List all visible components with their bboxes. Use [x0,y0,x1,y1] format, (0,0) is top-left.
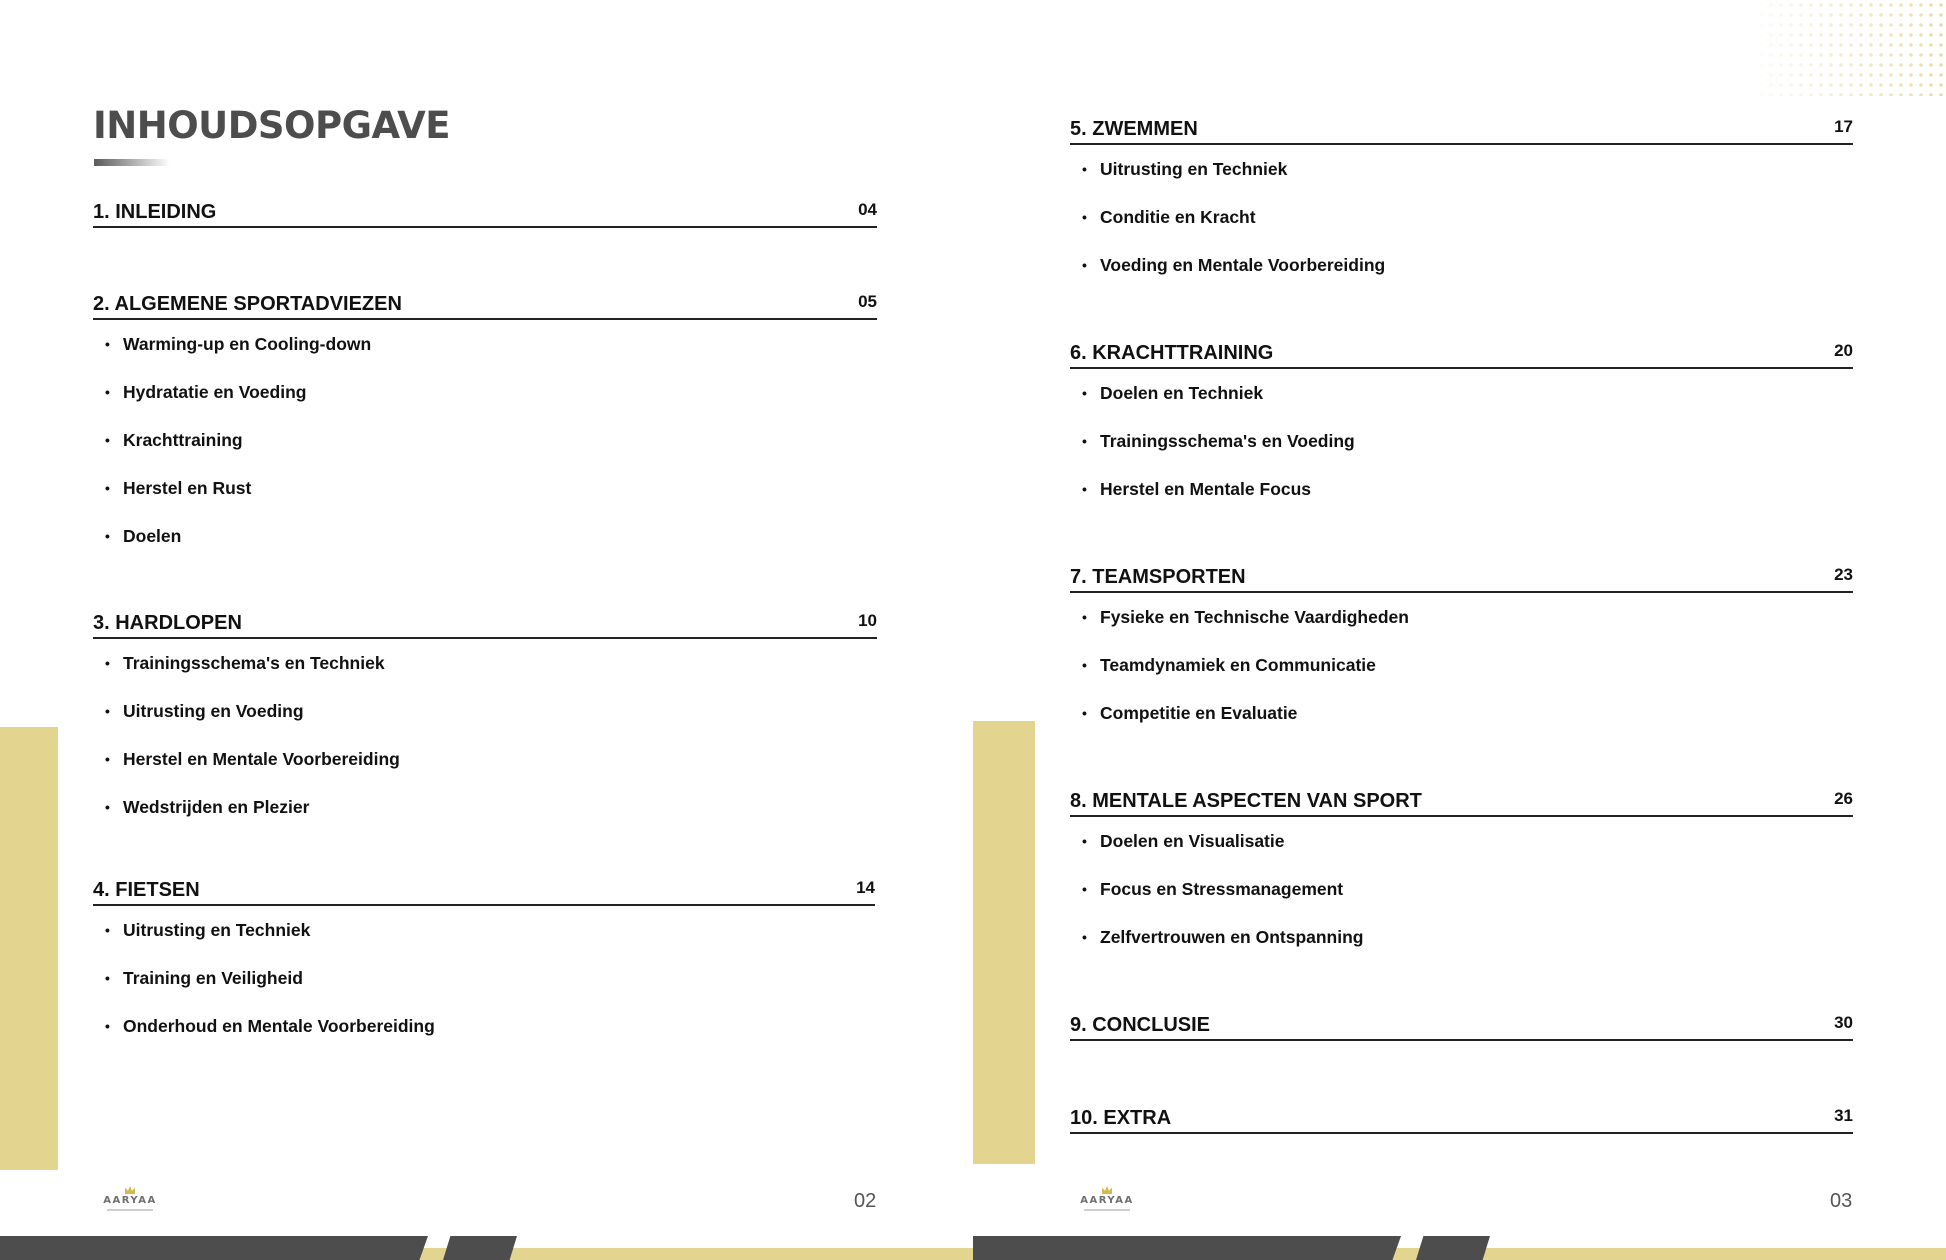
section-title: 1. INLEIDING [93,201,217,223]
toc-item-label: Wedstrijden en Plezier [123,797,310,817]
section-page-number: 26 [1834,789,1853,808]
section-list [1070,145,1853,289]
bullet-icon: • [1082,929,1087,945]
section-header [1070,561,1853,593]
toc-section-algemene-sportadviezen[interactable] [93,288,877,560]
section-title: 8. MENTALE ASPECTEN VAN SPORT [1070,790,1422,812]
bullet-icon: • [105,655,110,671]
toc-item[interactable] [93,368,877,416]
section-header [1070,113,1853,145]
toc-item[interactable] [1070,817,1853,865]
footer-dark-stripe-small [1416,1236,1490,1260]
toc-item[interactable] [1070,241,1853,289]
toc-section-inleiding[interactable] [93,196,877,228]
section-page-number: 10 [858,611,877,630]
bullet-icon: • [105,1018,110,1034]
section-header [1070,785,1853,817]
toc-item-label: Uitrusting en Techniek [123,920,311,940]
toc-item[interactable] [93,512,877,560]
section-title: 10. EXTRA [1070,1107,1172,1129]
bullet-icon: • [105,751,110,767]
page-title: INHOUDSOPGAVE [93,104,451,147]
toc-section-krachttraining[interactable] [1070,337,1853,513]
toc-item[interactable] [93,735,877,783]
bullet-icon: • [1082,705,1087,721]
bullet-icon: • [105,970,110,986]
toc-section-extra[interactable] [1070,1102,1853,1134]
section-page-number: 17 [1834,117,1853,136]
section-header [1070,1009,1853,1041]
toc-item[interactable] [1070,865,1853,913]
section-page-number: 30 [1834,1013,1853,1032]
bullet-icon: • [1082,161,1087,177]
bullet-icon: • [1082,609,1087,625]
section-header [1070,1102,1853,1134]
toc-item-label: Doelen en Visualisatie [1100,831,1285,851]
section-title: 7. TEAMSPORTEN [1070,566,1246,588]
bullet-icon: • [105,528,110,544]
bullet-icon: • [1082,481,1087,497]
toc-item-label: Doelen en Techniek [1100,383,1264,403]
page-number: 03 [1830,1190,1853,1212]
toc-item[interactable] [93,416,877,464]
bullet-icon: • [105,480,110,496]
toc-item[interactable] [1070,369,1853,417]
logo-text: AARYAA [1080,1195,1134,1206]
toc-item-label: Focus en Stressmanagement [1100,879,1344,899]
toc-item[interactable] [1070,465,1853,513]
bullet-icon: • [1082,881,1087,897]
section-header [93,196,877,228]
section-header [93,874,875,906]
section-page-number: 05 [858,292,877,311]
bullet-icon: • [1082,833,1087,849]
toc-item-label: Doelen [123,526,182,546]
toc-section-hardlopen[interactable] [93,607,877,831]
logo-tagline-line [1084,1209,1130,1211]
bullet-icon: • [105,432,110,448]
toc-item[interactable] [93,783,877,831]
toc-item-label: Training en Veiligheid [123,968,303,988]
gold-accent-bar [973,721,1035,1164]
section-title: 2. ALGEMENE SPORTADVIEZEN [93,293,402,315]
footer-dark-stripe [0,1236,428,1260]
bullet-icon: • [1082,257,1087,273]
crown-icon [125,1186,135,1194]
toc-item[interactable] [93,687,877,735]
toc-section-zwemmen[interactable] [1070,113,1853,289]
section-page-number: 14 [856,878,875,897]
toc-item-label: Herstel en Mentale Focus [1100,479,1312,499]
footer-band [973,1236,1946,1260]
toc-item-label: Teamdynamiek en Communicatie [1100,655,1376,675]
toc-section-mentale-aspecten[interactable] [1070,785,1853,961]
section-list [93,906,875,1050]
bullet-icon: • [1082,433,1087,449]
bullet-icon: • [105,703,110,719]
bullet-icon: • [105,384,110,400]
bullet-icon: • [105,922,110,938]
toc-item-label: Warming-up en Cooling-down [123,334,372,354]
bullet-icon: • [105,336,110,352]
toc-item-label: Herstel en Mentale Voorbereiding [123,749,400,769]
section-list [1070,593,1853,737]
section-page-number: 20 [1834,341,1853,360]
bullet-icon: • [1082,385,1087,401]
section-title: 4. FIETSEN [93,879,200,901]
section-header [93,607,877,639]
toc-item-label: Fysieke en Technische Vaardigheden [1100,607,1409,627]
toc-item-label: Herstel en Rust [123,478,252,498]
toc-item[interactable] [93,906,875,954]
page-right [973,0,1946,1260]
section-title: 6. KRACHTTRAINING [1070,342,1274,364]
toc-item-label: Krachttraining [123,430,243,450]
toc-section-conclusie[interactable] [1070,1009,1853,1041]
footer-dark-stripe [973,1236,1401,1260]
toc-item-label: Conditie en Kracht [1100,207,1256,227]
bullet-icon: • [105,799,110,815]
toc-item[interactable] [1070,913,1853,961]
section-title: 9. CONCLUSIE [1070,1014,1211,1036]
toc-section-fietsen[interactable] [93,874,875,1050]
footer-dark-stripe-small [443,1236,517,1260]
page-number: 02 [854,1190,877,1212]
section-list [1070,817,1853,961]
toc-item[interactable] [1070,689,1853,737]
toc-section-teamsporten[interactable] [1070,561,1853,737]
section-header [93,288,877,320]
bullet-icon: • [1082,657,1087,673]
toc-item-label: Onderhoud en Mentale Voorbereiding [123,1016,435,1036]
toc-item-label: Competitie en Evaluatie [1100,703,1298,723]
toc-item[interactable] [1070,641,1853,689]
toc-item[interactable] [1070,193,1853,241]
title-underline [94,159,170,166]
section-header [1070,337,1853,369]
section-title: 3. HARDLOPEN [93,612,242,634]
section-title: 5. ZWEMMEN [1070,118,1198,140]
toc-item-label: Hydratatie en Voeding [123,382,307,402]
section-page-number: 31 [1834,1106,1853,1125]
section-page-number: 23 [1834,565,1853,584]
toc-item[interactable] [1070,145,1853,193]
section-list [93,639,877,831]
section-list [93,320,877,560]
toc-item-label: Uitrusting en Techniek [1100,159,1288,179]
toc-item[interactable] [93,954,875,1002]
toc-item-label: Trainingsschema's en Voeding [1100,431,1355,451]
gold-accent-bar [0,727,58,1170]
toc-item[interactable] [1070,593,1853,641]
toc-item-label: Trainingsschema's en Techniek [123,653,385,673]
dot-pattern-decoration [1746,0,1946,96]
toc-item[interactable] [1070,417,1853,465]
logo-tagline-line [107,1209,153,1211]
crown-icon [1102,1186,1112,1194]
toc-item[interactable] [93,320,877,368]
logo [1076,1186,1138,1216]
toc-item[interactable] [93,639,877,687]
section-page-number: 04 [858,200,877,219]
toc-item[interactable] [93,1002,875,1050]
toc-item-label: Voeding en Mentale Voorbereiding [1100,255,1386,275]
toc-item-label: Uitrusting en Voeding [123,701,304,721]
bullet-icon: • [1082,209,1087,225]
section-list [1070,369,1853,513]
logo-text: AARYAA [103,1195,157,1206]
toc-item-label: Zelfvertrouwen en Ontspanning [1100,927,1364,947]
logo [99,1186,161,1216]
footer-band [0,1236,973,1260]
toc-item[interactable] [93,464,877,512]
